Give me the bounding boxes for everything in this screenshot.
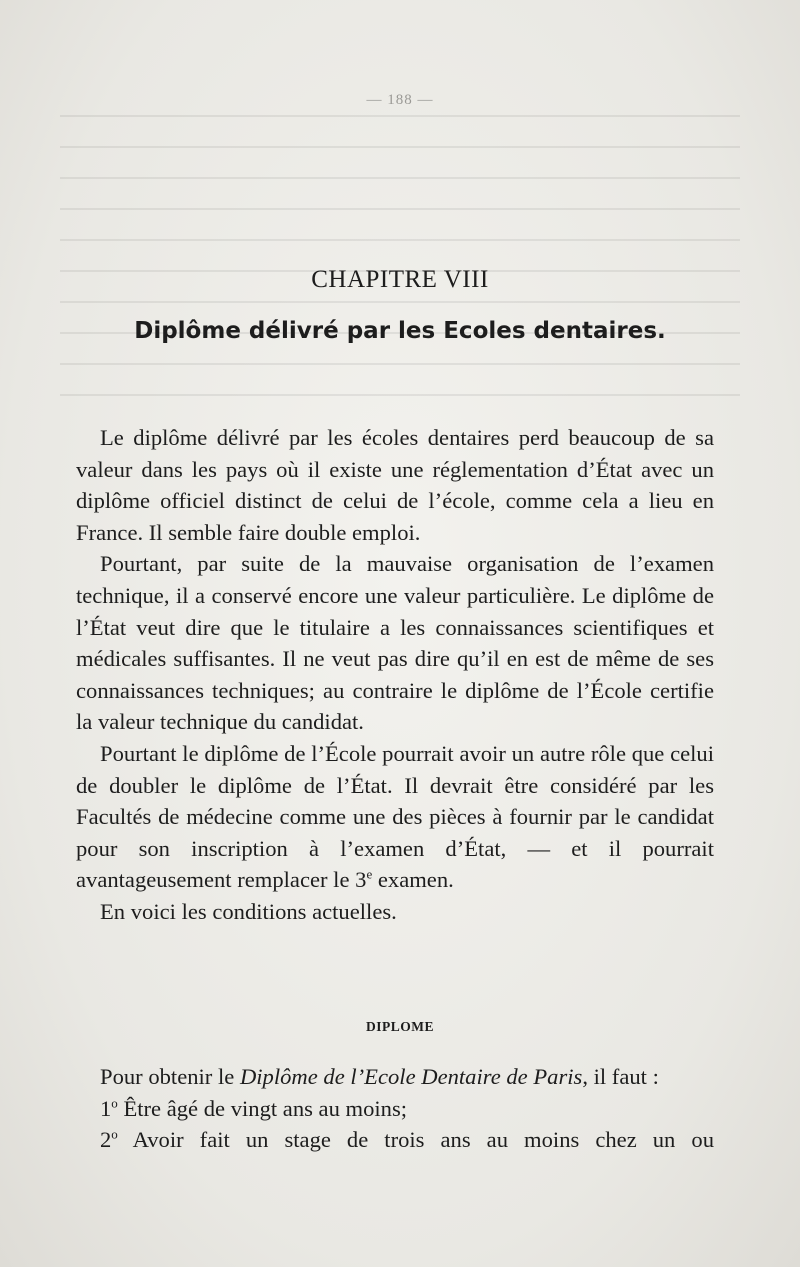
requirements-intro [76,1061,714,1093]
page-number: — 188 — [366,92,434,108]
item-ordinal: o [111,1126,118,1142]
requirement-item-1 [76,1093,714,1125]
item-text: Avoir fait un stage de trois ans au moins chez un ou [117,1127,714,1153]
item-number: 1 [100,1095,112,1121]
paragraph-1: Le diplôme délivré par les écoles dentaires perd beaucoup de sa valeur dans les pays où il existe une réglementation d’État avec un diplôme officiel distinct de celui de l’école, comme cela a lieu en France. Il semble faire double emploi. [76,425,714,545]
item-number: 2 [100,1127,112,1153]
intro-text: Pour obtenir le [100,1064,240,1089]
requirements [76,1061,714,1156]
section-heading: DIPLOME [365,1019,434,1034]
paragraph-2: Pourtant, par suite de la mauvaise organisation de l’examen technique, il a conservé encore une valeur particulière. Le diplôme de l’État veut dire que le titulaire a les connaissances scientifiques et médicales suffisantes. Il ne veut pas dire qu’il en est de même de ses connaissances techniques; au contraire le diplôme de l’École certifie la valeur technique du candidat. [76,551,714,735]
item-text: Être âgé de vingt ans au moins; [117,1095,408,1121]
paragraph-3-text: Pourtant le diplôme de l’École pourrait avoir un autre rôle que celui de doubler le diplôme de l’État. Il devrait être considéré par les Facultés de médecine comme une des pièces à fournir par le candidat pour son inscription à l’examen d’État, — et il pourrait avantageusement remplacer le 3 [76,740,714,893]
diploma-name: Diplôme de l’Ecole Dentaire de Paris [239,1064,583,1089]
requirement-item-2 [76,1124,714,1156]
ordinal-superscript: e [366,866,373,882]
intro-end: , il faut : [582,1064,659,1089]
item-ordinal: o [111,1095,118,1111]
paragraph-3 [76,738,714,896]
body-text [76,422,714,928]
paragraph-3-end: examen. [372,867,454,893]
paragraph-4: En voici les conditions actuelles. [100,898,397,924]
chapter-title: Diplôme délivré par les Ecoles dentaires. [134,318,666,344]
bleed-through-text [60,95,740,425]
chapter-number: CHAPITRE VIII [311,266,489,293]
